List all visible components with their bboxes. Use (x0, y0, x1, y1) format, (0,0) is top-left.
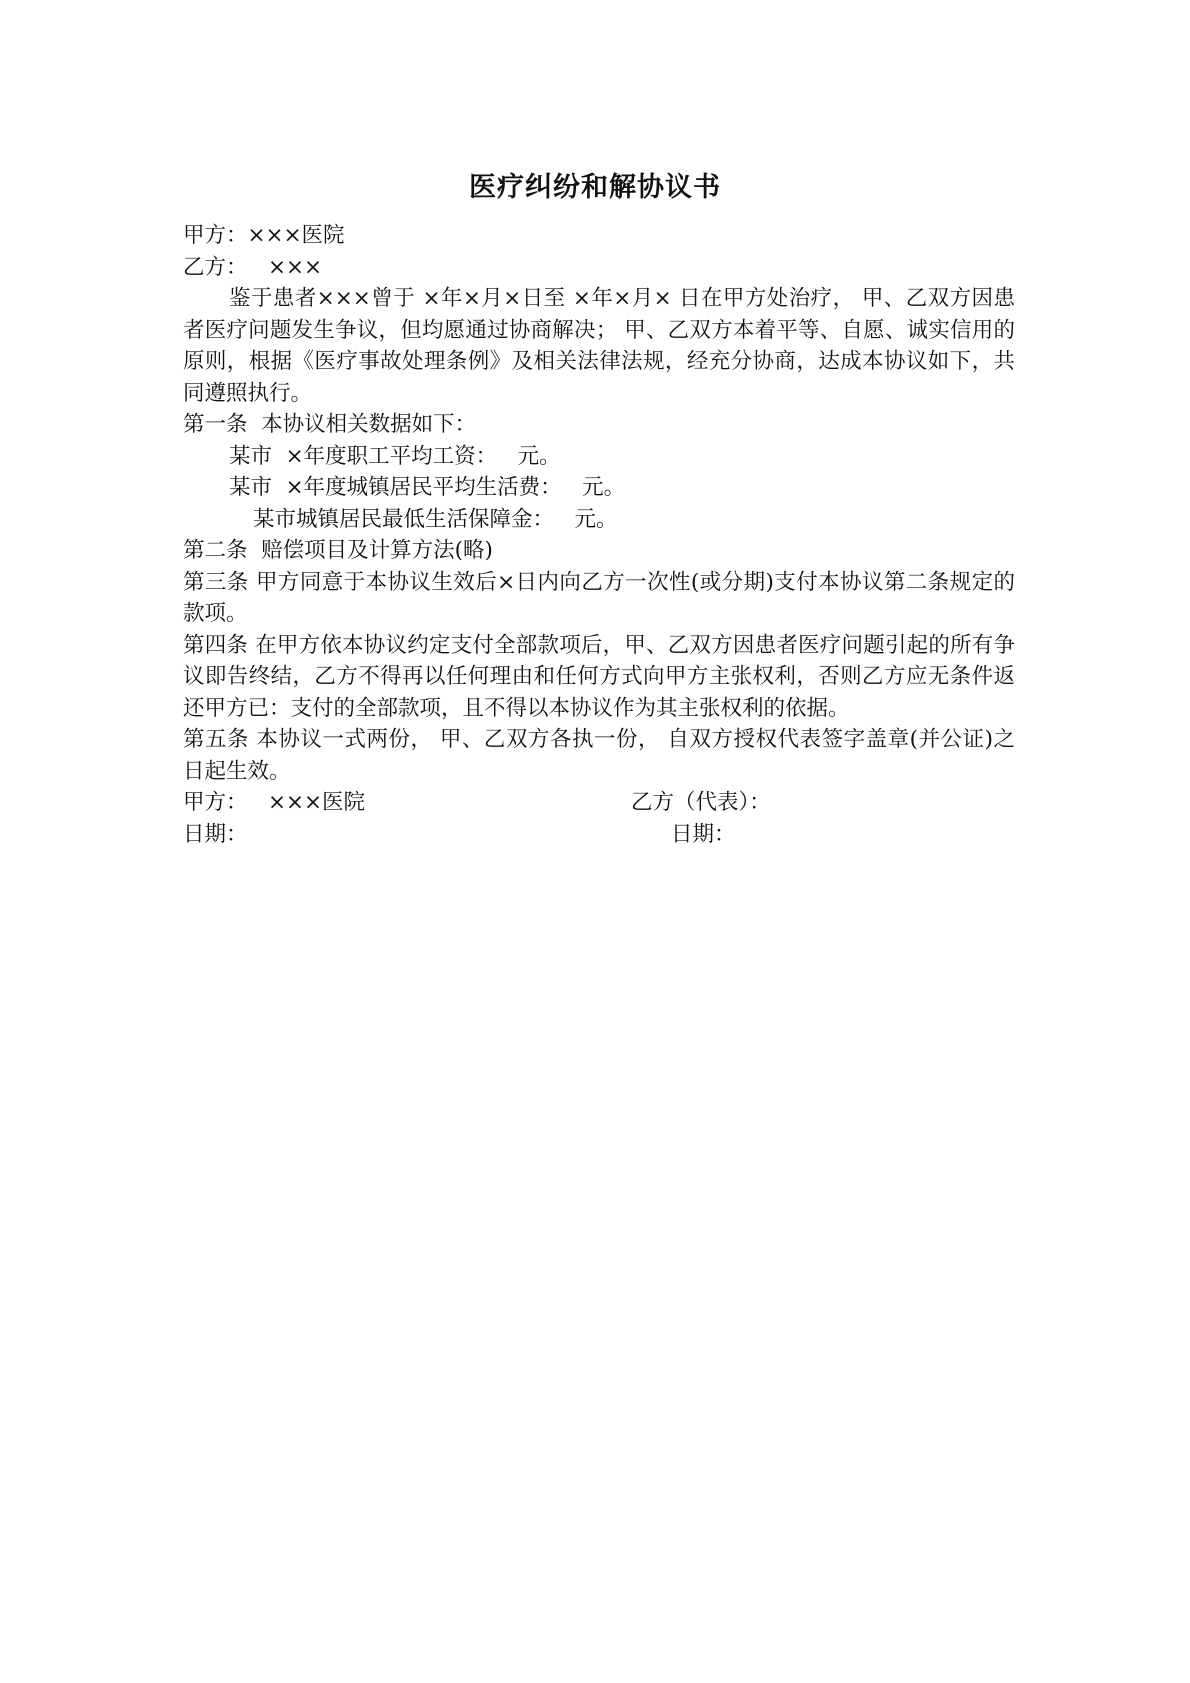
article-3: 第三条 甲方同意于本协议生效后×日内向乙方一次性(或分期)支付本协议第二条规定的款项。 (183, 569, 1015, 626)
article-5: 第五条 本协议一式两份， 甲、乙双方各执一份， 自双方授权代表签字盖章(并公证)之日起生效。 (183, 727, 1015, 784)
preamble-paragraph: 鉴于患者×××曾于 ×年×月×日至 ×年×月× 日在甲方处治疗， 甲、乙双方因患者医疗问题发生争议，但均愿通过协商解决； 甲、乙双方本着平等、自愿、诚实信用的原则，根据《医疗事故处理条例》及相关法律法规，经充分协商，达成本协议如下，共同遵照执行。 (183, 286, 1015, 406)
party-a-line: 甲方：×××医院 (183, 223, 345, 248)
date-row (183, 819, 1015, 851)
party-b-line: 乙方： ××× (183, 254, 323, 280)
signature-party-a: 甲方： ×××医院 (183, 790, 366, 815)
date-party-b: 日期： (671, 821, 736, 847)
document-body (183, 220, 1015, 850)
signature-row (183, 787, 1015, 819)
article-1-item-living-cost: 某市 ×年度城镇居民平均生活费： 元。 (229, 475, 626, 500)
date-party-a: 日期： (183, 821, 248, 847)
article-1-item-minimum-security: 某市城镇居民最低生活保障金： 元。 (253, 506, 618, 532)
article-1-item-average-wage: 某市 ×年度职工平均工资： 元。 (229, 443, 561, 469)
article-4: 第四条 在甲方依本协议约定支付全部款项后，甲、乙双方因患者医疗问题引起的所有争议即告终结，乙方不得再以任何理由和任何方式向甲方主张权利，否则乙方应无条件返还甲方已：支付的全部款项，且不得以本协议作为其主张权利的依据。 (183, 632, 1015, 721)
signature-party-b: 乙方（代表）： (631, 790, 771, 815)
article-2: 第二条 赔偿项目及计算方法(略) (183, 538, 493, 563)
document-title: 医疗纠纷和解协议书 (469, 172, 721, 203)
article-1-heading: 第一条 本协议相关数据如下： (183, 412, 477, 437)
